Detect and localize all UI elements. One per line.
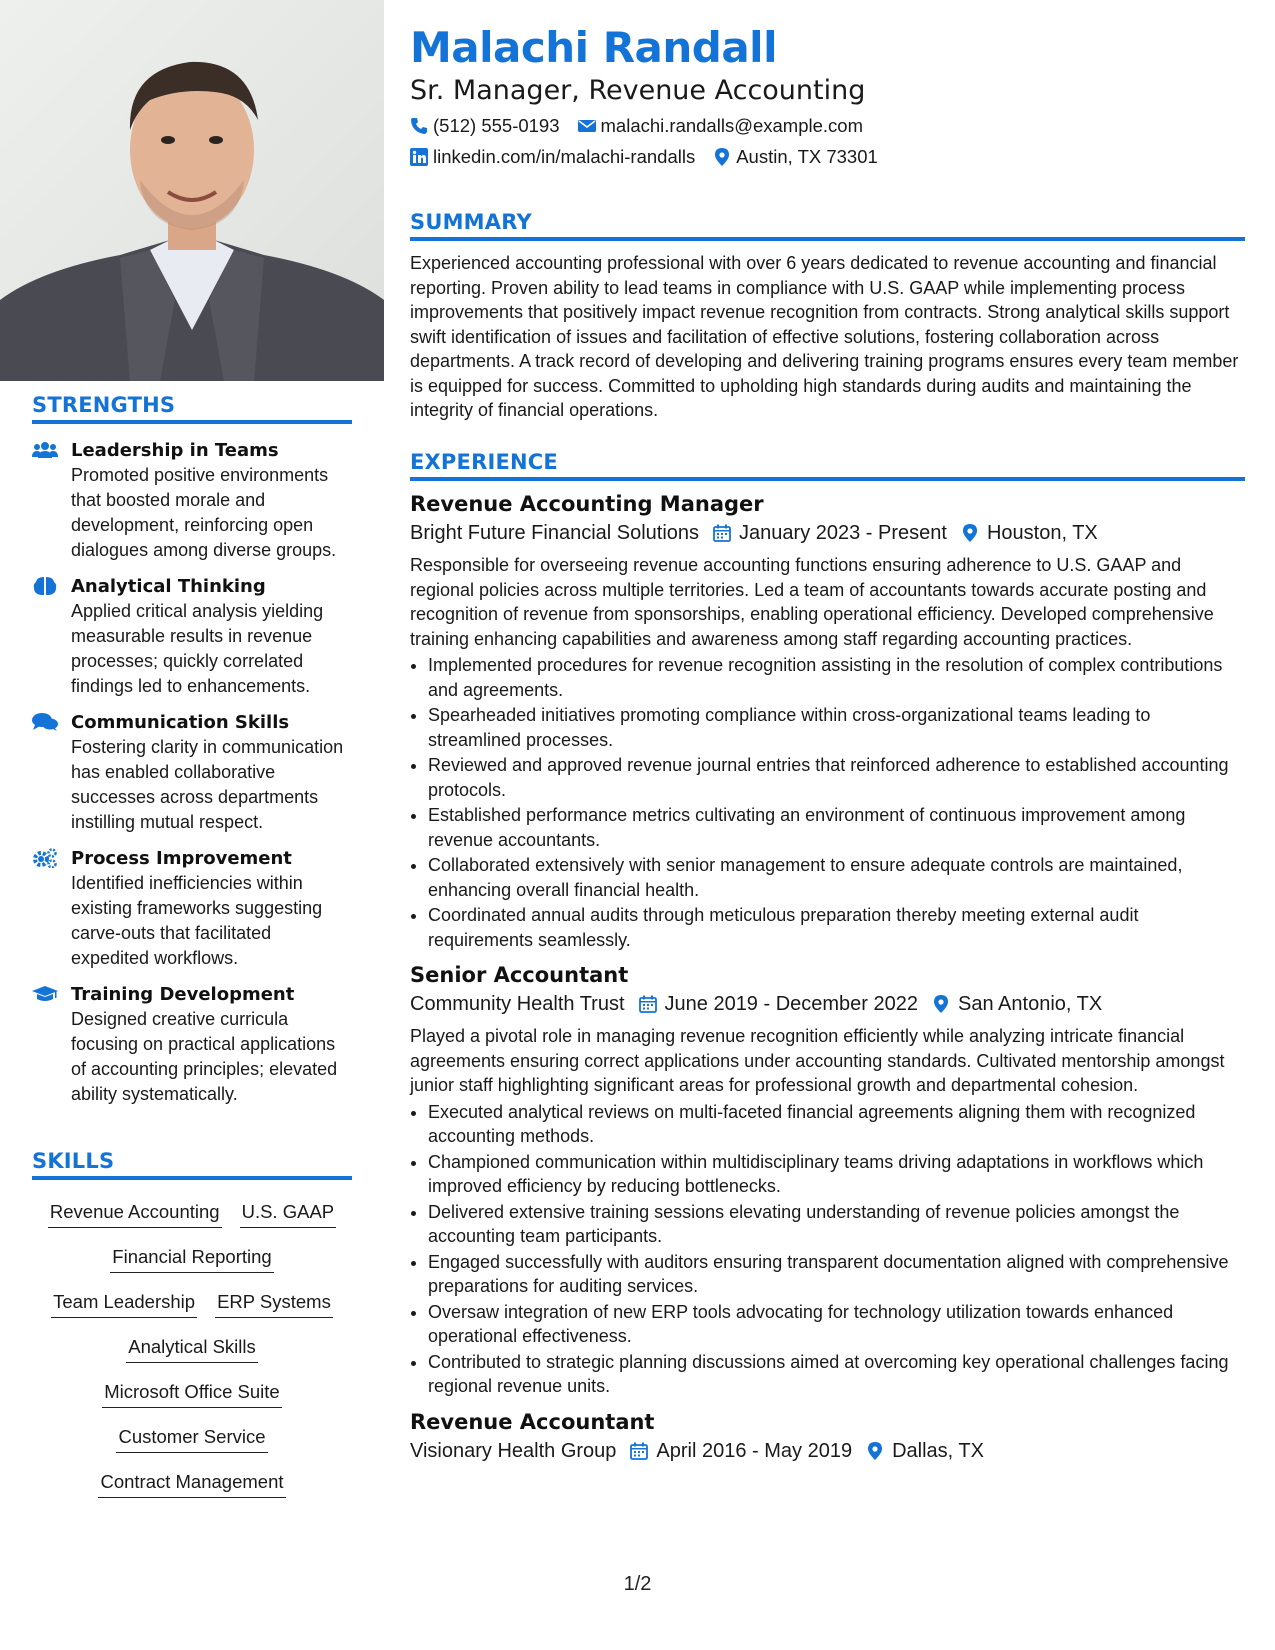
linkedin-icon [410,148,428,166]
skill-tag: U.S. GAAP [240,1200,337,1228]
skill-tag: Financial Reporting [110,1245,273,1273]
summary-section [410,210,1245,423]
skill-tag: Revenue Accounting [48,1200,222,1228]
skill-tag: Analytical Skills [126,1335,258,1363]
skill-tag: Team Leadership [51,1290,197,1318]
strength-item [32,574,352,699]
strength-title: Training Development [71,984,295,1005]
page-number: 1/2 [623,1573,652,1595]
phone-link[interactable]: (512) 555-0193 [433,115,560,136]
bullet-item: • Oversaw integration of new ERP tools advocating for technology utilization towards enhanced operational effectiveness. [428,1300,1245,1349]
map-marker-icon [866,1442,884,1460]
calendar-icon [713,524,731,542]
job-meta [410,990,1245,1018]
map-marker-icon [961,524,979,542]
graduation-cap-icon [32,984,58,1004]
experience-heading: EXPERIENCE [410,450,1245,481]
bullet-item: • Championed communication within multidisciplinary teams driving adaptations in workflows which improved efficiency by reducing bottlenecks. [428,1150,1245,1199]
job-title: Senior Accountant [410,963,629,987]
job-entry [410,1407,1245,1465]
strength-item [32,982,352,1107]
job-location: Houston, TX [986,522,1098,544]
calendar-icon [639,995,657,1013]
strength-title: Communication Skills [71,712,290,733]
strength-desc: Designed creative curricula focusing on practical applications of accounting principles; elevated ability systematically. [71,1009,338,1104]
strength-desc: Applied critical analysis yielding measurable results in revenue processes; quickly correlated findings led to enhancements. [71,601,324,696]
job-title: Revenue Accounting Manager [410,492,764,516]
experience-section [410,450,1245,1465]
job-dates: April 2016 - May 2019 [656,1439,853,1462]
map-marker-icon [932,995,950,1013]
bullet-item: • Delivered extensive training sessions elevating understanding of revenue policies amongst the accounting team participants. [428,1200,1245,1249]
profile-photo [0,0,384,381]
map-marker-icon [713,148,731,166]
job-meta [410,1437,1245,1465]
candidate-name: Malachi Randall [410,23,777,72]
job-location: San Antonio, TX [958,993,1103,1015]
bullet-item: • Spearheaded initiatives promoting compliance within cross-organizational teams leading to streamlined processes. [428,703,1245,752]
job-dates: January 2023 - Present [739,522,947,544]
company-name: Community Health Trust [410,993,625,1015]
bullet-item: • Coordinated annual audits through meticulous preparation thereby meeting external audit requirements seamlessly. [428,903,1245,952]
strength-title: Process Improvement [71,848,292,869]
bullet-item: • Contributed to strategic planning discussions aimed at overcoming key operational challenges facing regional revenue units. [428,1350,1245,1399]
comments-icon [32,712,58,732]
strength-title: Analytical Thinking [71,576,266,597]
strengths-heading: STRENGTHS [32,393,352,424]
job-dates: June 2019 - December 2022 [664,993,919,1015]
skills-heading: SKILLS [32,1149,352,1180]
bullet-item: • Executed analytical reviews on multi-faceted financial agreements aligning them with recognized accounting methods. [428,1100,1245,1149]
brain-icon [32,576,58,596]
portrait-image [0,0,384,381]
job-location: Dallas, TX [892,1439,984,1462]
job-meta [410,519,1245,547]
strength-item [32,846,352,971]
contact-row-2 [410,145,878,169]
users-icon [32,440,58,460]
skill-tag: Contract Management [98,1470,285,1498]
strength-desc: Promoted positive environments that boosted morale and development, reinforcing open dialogues among diverse groups. [71,465,337,560]
company-name: Bright Future Financial Solutions [410,522,700,544]
summary-heading: SUMMARY [410,210,1245,241]
strength-item [32,438,352,563]
skills-section [32,1149,352,1515]
job-description: Responsible for overseeing revenue accounting functions ensuring adherence to U.S. GAAP and regional policies across multiple territories. Led a team of accountants towards accurate posting and recognition of revenue from sponsorships, enabling operational efficiency. Developed comprehensive training enhancing capabilities and awareness among staff regarding accounting practices. [410,555,1214,649]
sidebar [0,0,384,1650]
strength-desc: Identified inefficiencies within existing frameworks suggesting carve-outs that facilitated expedited workflows. [71,873,323,968]
email-link[interactable]: malachi.randalls@example.com [600,115,863,136]
candidate-title: Sr. Manager, Revenue Accounting [410,75,866,106]
bullet-item: • Reviewed and approved revenue journal entries that reinforced adherence to established accounting protocols. [428,753,1245,802]
bullet-item: • Implemented procedures for revenue recognition assisting in the resolution of complex contributions and agreements. [428,653,1245,702]
bullet-item: • Engaged successfully with auditors ensuring transparent documentation aligned with comprehensive preparations for auditing services. [428,1250,1245,1299]
cogs-icon [32,848,58,868]
skill-tag: Customer Service [116,1425,267,1453]
summary-text: Experienced accounting professional with over 6 years dedicated to revenue accounting and financial reporting. Proven ability to lead teams in compliance with U.S. GAAP while implementing process improvements that positively impact revenue recognition from contracts. Strong analytical skills support swift identification of issues and facilitation of effective solutions, fostering collaboration across departments. A track record of developing and delivering training programs ensures every team member is equipped for success. Committed to upholding high standards during audits and maintaining the integrity of financial operations. [410,253,1239,420]
bullet-item: • Collaborated extensively with senior management to ensure adequate controls are maintained, enhancing overall financial health. [428,853,1245,902]
company-name: Visionary Health Group [410,1439,617,1462]
envelope-icon [578,117,596,135]
skills-list [32,1180,352,1515]
strength-item [32,710,352,835]
linkedin-link[interactable]: linkedin.com/in/malachi-randalls [433,146,696,167]
contact-row-1 [410,114,863,138]
job-entry [410,489,1245,952]
strength-title: Leadership in Teams [71,440,279,461]
strength-desc: Fostering clarity in communication has enabled collaborative successes across departments instilling mutual respect. [71,737,344,832]
job-bullets [410,1100,1245,1399]
job-entry [410,960,1245,1399]
phone-icon [410,117,428,135]
calendar-icon [630,1442,648,1460]
job-bullets [410,653,1245,952]
location-text: Austin, TX 73301 [736,146,878,167]
skill-tag: Microsoft Office Suite [102,1380,281,1408]
job-description: Played a pivotal role in managing revenue recognition efficiently while analyzing intricate financial agreements ensuring correct applications under accounting standards. Cultivated mentorship amongst junior staff highlighting significant areas for professional growth and departmental cohesion. [410,1026,1225,1095]
job-title: Revenue Accountant [410,1409,655,1434]
bullet-item: • Established performance metrics cultivating an environment of continuous improvement among revenue accountants. [428,803,1245,852]
skill-tag: ERP Systems [215,1290,333,1318]
strengths-section [32,393,352,1107]
